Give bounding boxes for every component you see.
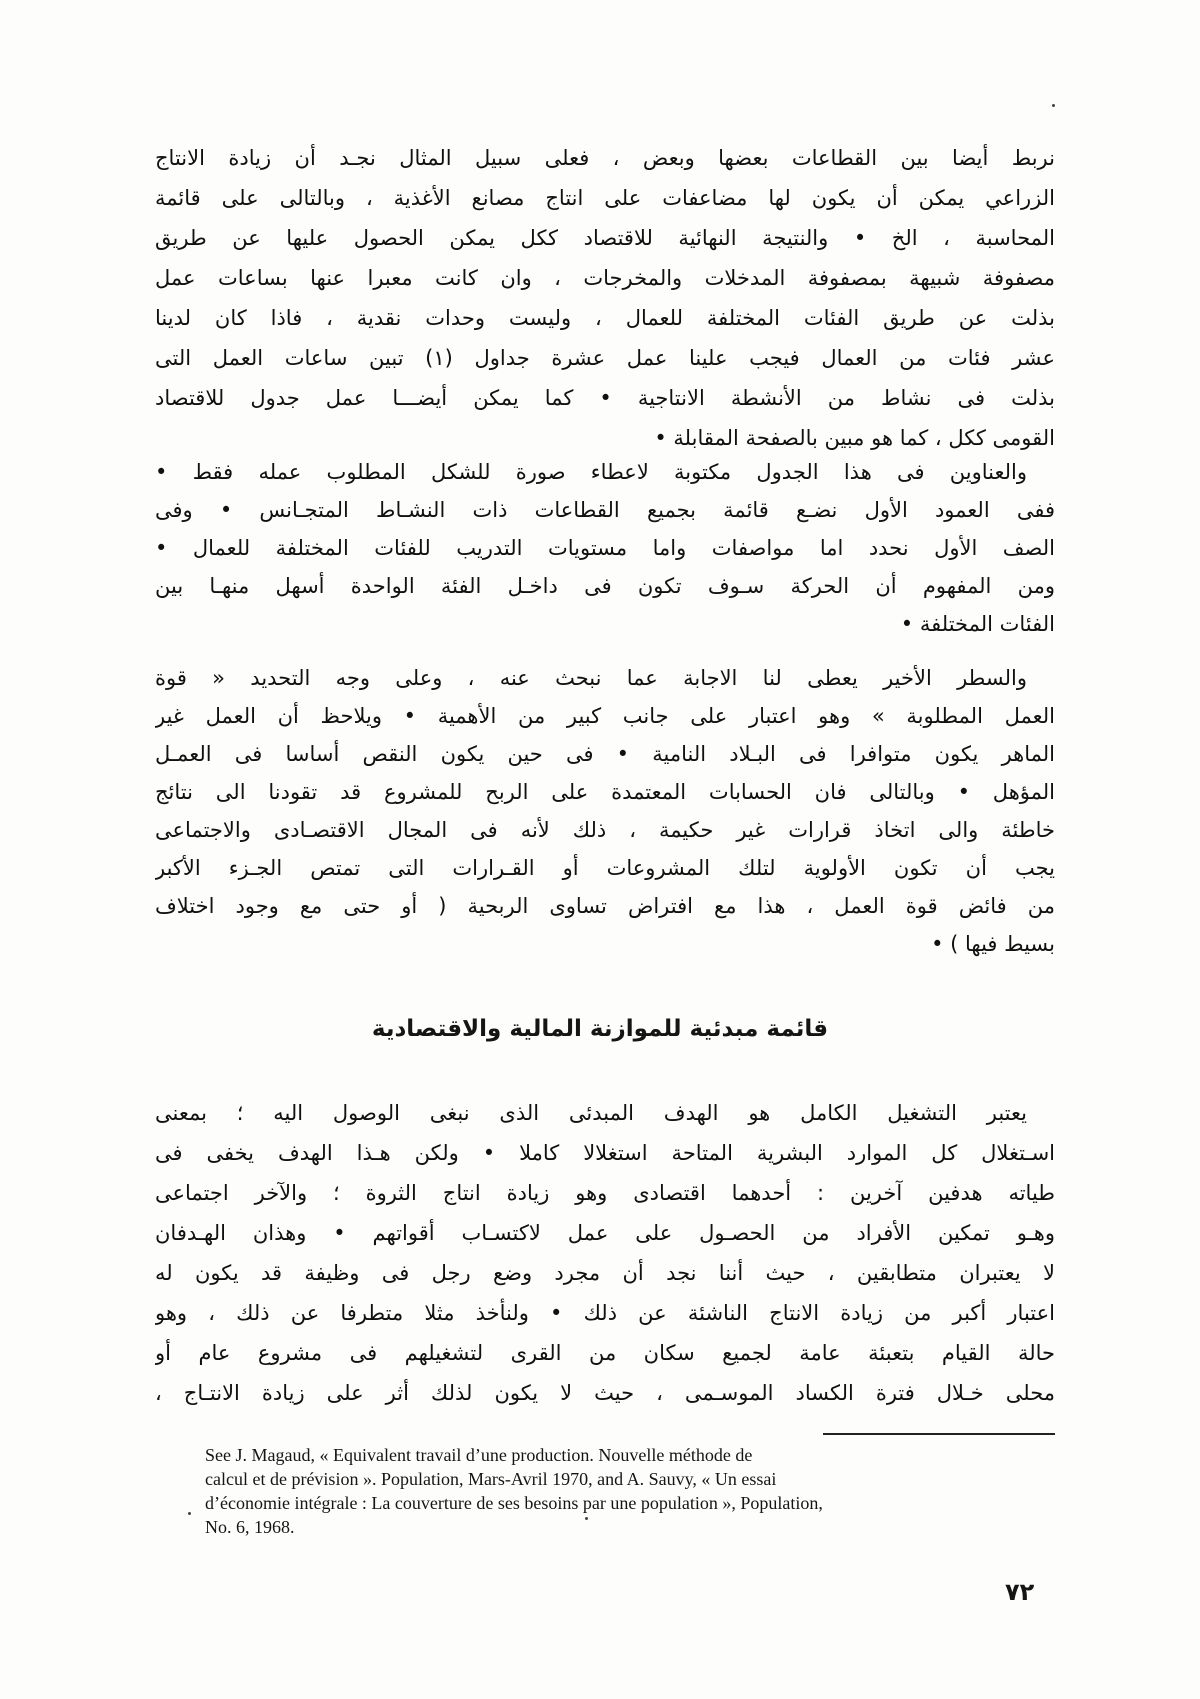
footnote-line: d’économie intégrale : La couverture de ses besoins par une population », Population, [205,1493,823,1513]
footnote-line: No. 6, 1968. [205,1517,295,1537]
text-line: من فائض قوة العمل ، هذا مع افتراض تساوى الربحية ( أو حتى مع وجود اختلاف [155,894,1055,918]
footnote [205,1443,1060,1539]
text-line: العمل المطلوبة » وهو اعتبار على جانب كبير من الأهمية • ويلاحظ أن العمل غير [155,704,1055,728]
text-line: خاطئة والى اتخاذ قرارات غير حكيمة ، ذلك لأنه فى المجال الاقتصـادى والاجتماعى [155,818,1055,842]
text-line: والعناوين فى هذا الجدول مكتوبة لاعطاء صورة للشكل المطلوب عمله فقط • [155,460,1027,484]
scan-speck [585,1517,588,1520]
text-line: ومن المفهوم أن الحركة سـوف تكون فى داخـل الفئة الواحدة أسهل منهـا بين [155,574,1055,598]
text-line: بذلت عن طريق الفئات المختلفة للعمال ، وليست وحدات نقدية ، فاذا كان لدينا [155,306,1055,330]
section-heading: قائمة مبدئية للموازنة المالية والاقتصادية [371,1016,829,1042]
footnote-rule [823,1433,1055,1435]
text-line: الزراعي يمكن أن يكون لها مضاعفات على انتاج مصانع الأغذية ، وبالتالى على قائمة [155,186,1055,210]
text-line: بسيط فيها ) • [931,932,1055,956]
text-line: يعتبر التشغيل الكامل هو الهدف المبدئى الذى نبغى الوصول اليه ؛ بمعنى [155,1101,1027,1125]
scan-speck [188,1512,191,1515]
text-line: يجب أن تكون الأولوية لتلك المشروعات أو القـرارات التى تمتص الجـزء الأكبر [155,856,1055,880]
text-line: المؤهل • وبالتالى فان الحسابات المعتمدة على الربح للمشروع قد تقودنا الى نتائج [155,780,1055,804]
text-line: محلى خـلال فترة الكساد الموسـمى ، حيث لا يكون لذلك أثر على زيادة الانتـاج ، [155,1381,1055,1405]
text-line: والسطر الأخير يعطى لنا الاجابة عما نبحث عنه ، وعلى وجه التحديد « قوة [155,666,1027,690]
paragraph-1 [155,138,1055,458]
text-line: مصفوفة شبيهة بمصفوفة المدخلات والمخرجات ، وان كانت معبرا عنها بساعات عمل [155,266,1055,290]
text-line: اسـتغلال كل الموارد البشرية المتاحة استغلالا كاملا • ولكن هـذا الهدف يخفى فى [155,1141,1055,1165]
text-line: عشر فئات من العمال فيجب علينا عمل عشرة جداول (١) تبين ساعات العمل التى [155,346,1055,370]
page-number: ٧٢ [1005,1578,1035,1606]
scan-speck [1052,104,1055,107]
paragraph-4 [155,1093,1055,1413]
footnote-line: See J. Magaud, « Equivalent travail d’une production. Nouvelle méthode de [205,1445,753,1465]
text-line: الفئات المختلفة • [900,612,1055,636]
text-line: طياته هدفين آخرين : أحدهما اقتصادى وهو زيادة انتاج الثروة ؛ والآخر اجتماعى [155,1181,1055,1205]
text-line: الصف الأول نحدد اما مواصفات واما مستويات التدريب للفئات المختلفة للعمال • [155,536,1055,560]
text-line: الماهر يكون متوافرا فى البـلاد النامية • فى حين يكون النقص أساسا فى العمـل [155,742,1055,766]
text-line: بذلت فى نشاط من الأنشطة الانتاجية • كما يمكن أيضـــا عمل جدول للاقتصاد [155,386,1055,410]
text-line: وهـو تمكين الأفراد من الحصـول على عمل لاكتسـاب أقواتهم • وهذان الهـدفان [155,1221,1055,1245]
text-line: المحاسبة ، الخ • والنتيجة النهائية للاقتصاد ككل يمكن الحصول عليها عن طريق [155,226,1055,250]
paragraph-3 [155,659,1055,963]
paragraph-2 [155,453,1055,643]
text-line: اعتبار أكبر من زيادة الانتاج الناشئة عن ذلك • ولنأخذ مثلا متطرفا عن ذلك ، وهو [155,1301,1055,1325]
text-line: لا يعتبران متطابقين ، حيث أننا نجد أن مجرد وضع رجل فى وظيفة قد يكون له [155,1261,1055,1285]
text-line: ففى العمود الأول نضـع قائمة بجميع القطاعات ذات النشـاط المتجـانس • وفى [155,498,1055,522]
text-line: القومى ككل ، كما هو مبين بالصفحة المقابلة • [654,426,1055,450]
footnote-line: calcul et de prévision ». Population, Mars-Avril 1970, and A. Sauvy, « Un essai [205,1469,777,1489]
text-line: نربط أيضا بين القطاعات بعضها وبعض ، فعلى سبيل المثال نجـد أن زيادة الانتاج [155,146,1055,170]
text-line: حالة القيام بتعبئة عامة لجميع سكان من القرى لتشغيلهم فى مشروع عام أو [155,1341,1055,1365]
